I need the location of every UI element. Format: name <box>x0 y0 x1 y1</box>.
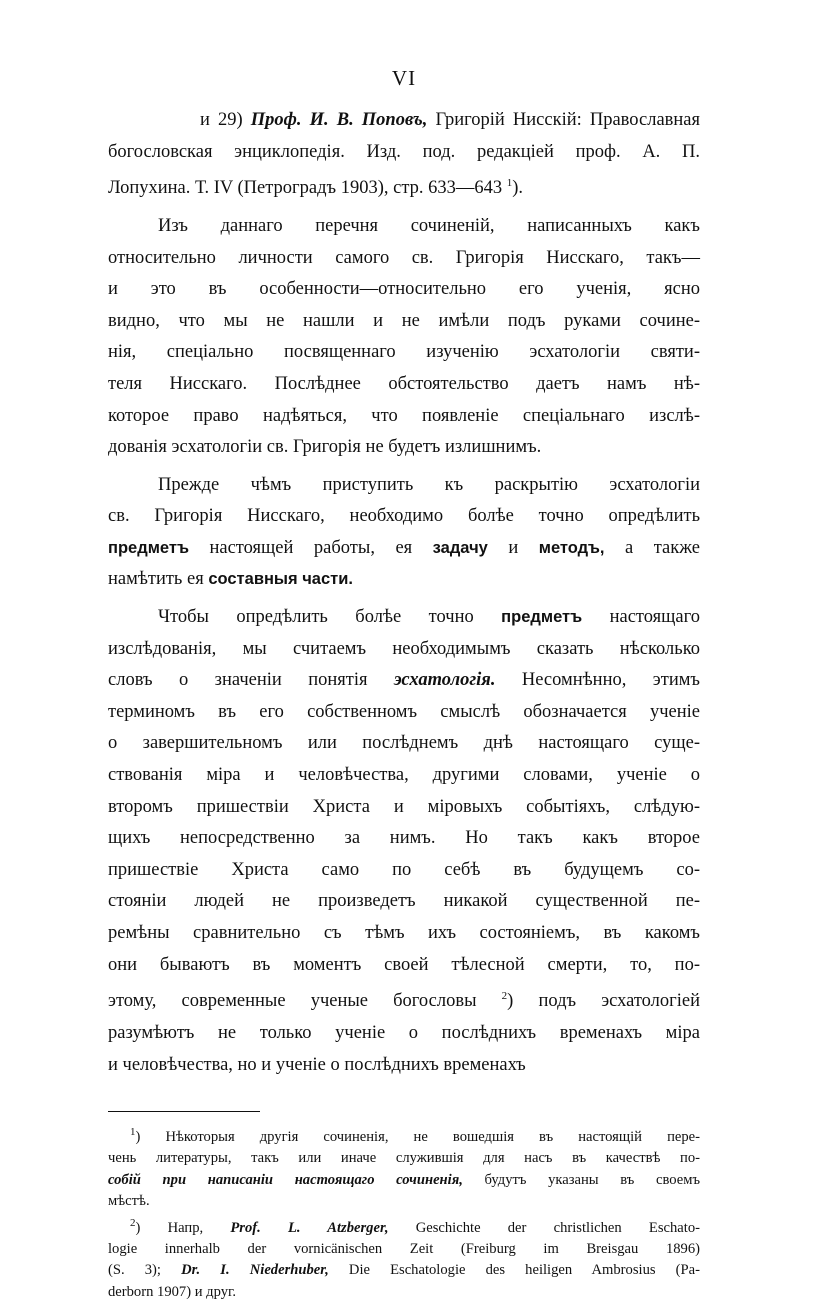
text-run: и <box>487 537 539 558</box>
text-line <box>108 665 700 697</box>
italic-term: собій при написаніи настоящаго сочиненія, <box>108 1171 463 1188</box>
italic-term: Проф. И. В. Поповъ, <box>250 110 428 130</box>
text-line <box>108 1170 700 1191</box>
text-run: Geschichte der christlichen Eschato- <box>388 1219 700 1236</box>
bold-term: предметъ <box>501 608 583 627</box>
bold-term: составныя части. <box>208 570 353 589</box>
text-run: ). <box>512 178 524 199</box>
footnote-ref: 1 <box>130 1126 136 1139</box>
document-page <box>108 66 700 1303</box>
text-run: пришествіе Христа само по себѣ въ будущемъ со- <box>108 859 700 880</box>
text-line <box>108 1122 700 1148</box>
text-run: logie innerhalb der vornicänischen Zeit (Freiburg im Breisgau 1896) <box>108 1240 700 1257</box>
bold-term: методъ, <box>538 538 605 557</box>
text-run: Григорій Нисскій: Православная <box>427 110 701 130</box>
text-run: св. Григорія Нисскаго, необходимо болѣе точно опредѣлить <box>108 506 700 527</box>
bold-term: предметъ <box>108 538 189 557</box>
text-line <box>108 501 700 533</box>
footnotes <box>108 1122 700 1303</box>
text-run: изслѣдованія, мы считаемъ необходимымъ сказать нѣсколько <box>108 638 700 659</box>
text-line <box>108 243 700 275</box>
text-line <box>108 1282 700 1303</box>
text-run: о завершительномъ или послѣднемъ днѣ настоящаго суще- <box>108 733 700 754</box>
text-line <box>108 792 700 824</box>
text-line <box>108 602 700 634</box>
page-number: VI <box>391 66 417 90</box>
text-run: ) Напр, <box>135 1219 231 1236</box>
text-run: и человѣчества, но и ученіе о послѣднихъ временахъ <box>108 1054 526 1075</box>
text-run: стояніи людей не произведетъ никакой существенной пе- <box>108 891 700 912</box>
text-run: Лопухина. Т. IV (Петроградъ 1903), стр. 633—643 <box>108 178 507 199</box>
paragraph-subject <box>108 602 700 1081</box>
paragraph-sources <box>108 211 700 464</box>
text-run: будутъ указаны въ своемъ <box>462 1171 701 1188</box>
text-run: разумѣютъ не только ученіе о послѣднихъ временахъ міра <box>108 1022 700 1043</box>
text-run: видно, что мы не нашли и не имѣли подъ руками сочине- <box>108 310 700 331</box>
text-run: derborn 1907) и друг. <box>108 1283 237 1300</box>
text-line <box>108 306 700 338</box>
bibliography-item-29 <box>108 105 700 205</box>
text-run: (S. 3); <box>108 1262 182 1279</box>
text-line <box>108 470 700 502</box>
text-run: они бываютъ въ моментъ своей тѣлесной смерти, то, по- <box>108 954 700 975</box>
text-run: Чтобы опредѣлить болѣе точно <box>158 607 502 628</box>
text-line <box>108 168 700 205</box>
text-run: Прежде чѣмъ приступить къ раскрытію эсхатологіи <box>158 474 700 495</box>
text-line <box>108 337 700 369</box>
text-line <box>108 1018 700 1050</box>
text-run: Изъ даннаго перечня сочиненій, написанныхъ какъ <box>158 215 700 236</box>
italic-term: эсхатологія. <box>393 670 496 691</box>
text-line <box>108 634 700 666</box>
text-line <box>108 369 700 401</box>
text-run: богословская энциклопедія. Изд. под. редакціей проф. А. П. <box>108 141 700 162</box>
text-run: этому, современные ученые богословы <box>108 991 502 1012</box>
text-line <box>108 1260 700 1281</box>
text-line <box>108 823 700 855</box>
text-run: чень литературы, такъ или иначе служившія для насъ въ качествѣ по- <box>108 1150 700 1167</box>
text-run: щихъ непосредственно за нимъ. Но такъ какъ второе <box>108 828 700 849</box>
text-run: а также <box>604 537 700 558</box>
text-run: теля Нисскаго. Послѣднее обстоятельство даетъ намъ нѣ- <box>108 373 700 394</box>
text-run: которое право надѣяться, что появленіе спеціальнаго изслѣ- <box>108 405 700 426</box>
italic-term: Dr. I. Niederhuber, <box>181 1262 329 1279</box>
text-line <box>108 1050 700 1082</box>
text-line <box>108 886 700 918</box>
text-line <box>108 105 700 137</box>
text-line <box>108 274 700 306</box>
text-run: нія, спеціально посвященнаго изученію эсхатологіи святи- <box>108 342 700 363</box>
text-line <box>108 1191 700 1212</box>
text-line <box>108 1239 700 1260</box>
footnote-ref: 1 <box>506 177 513 190</box>
text-line <box>108 211 700 243</box>
text-run: словъ о значеніи понятія <box>108 670 394 691</box>
text-run: и это въ особенности—относительно его ученія, ясно <box>108 279 700 300</box>
text-run: терминомъ въ его собственномъ смыслѣ обозначается ученіе <box>108 701 700 722</box>
text-run: намѣтить ея <box>108 569 209 590</box>
text-line <box>108 564 700 596</box>
text-line <box>108 697 700 729</box>
footnote-2 <box>108 1213 700 1303</box>
text-line <box>108 533 700 565</box>
footnote-ref: 2 <box>130 1216 136 1229</box>
text-run: ствованія міра и человѣчества, другими словами, ученіе о <box>108 765 700 786</box>
text-line <box>108 855 700 887</box>
footnote-1 <box>108 1122 700 1212</box>
text-run: Die Eschatologie des heiligen Ambrosius (Pa- <box>328 1262 700 1279</box>
text-run: второмъ пришествіи Христа и міровыхъ событіяхъ, слѣдую- <box>108 796 700 817</box>
text-run: настоящаго <box>582 607 700 628</box>
text-line <box>108 1148 700 1169</box>
text-run: и 29) <box>200 110 251 130</box>
bold-term: задачу <box>432 538 488 557</box>
text-line <box>108 432 700 464</box>
footnote-divider <box>108 1111 260 1112</box>
text-run: ) подъ эсхатологіей <box>507 991 701 1012</box>
footnote-ref: 2 <box>501 990 508 1003</box>
text-run: ремѣны сравнительно съ тѣмъ ихъ состояніемъ, въ какомъ <box>108 923 700 943</box>
text-line <box>108 401 700 433</box>
text-run: мѣстѣ. <box>108 1193 150 1210</box>
text-run: ) Нѣкоторыя другія сочиненія, не вошедшія въ настоящій пере- <box>135 1128 700 1145</box>
text-line <box>108 950 700 982</box>
text-run: дованія эсхатологіи св. Григорія не будетъ излишнимъ. <box>108 437 542 458</box>
text-run: относительно личности самого св. Григорія Нисскаго, такъ— <box>108 247 700 268</box>
text-line <box>108 137 700 169</box>
text-run: настоящей работы, ея <box>188 537 433 558</box>
text-line <box>108 760 700 792</box>
text-line <box>108 728 700 760</box>
text-line <box>108 1213 700 1239</box>
text-line <box>108 918 700 950</box>
text-run: Несомнѣнно, этимъ <box>495 670 701 691</box>
italic-term: Prof. L. Atzberger, <box>230 1219 389 1236</box>
paragraph-task <box>108 470 700 596</box>
text-line <box>108 981 700 1018</box>
body-text <box>108 105 700 1081</box>
